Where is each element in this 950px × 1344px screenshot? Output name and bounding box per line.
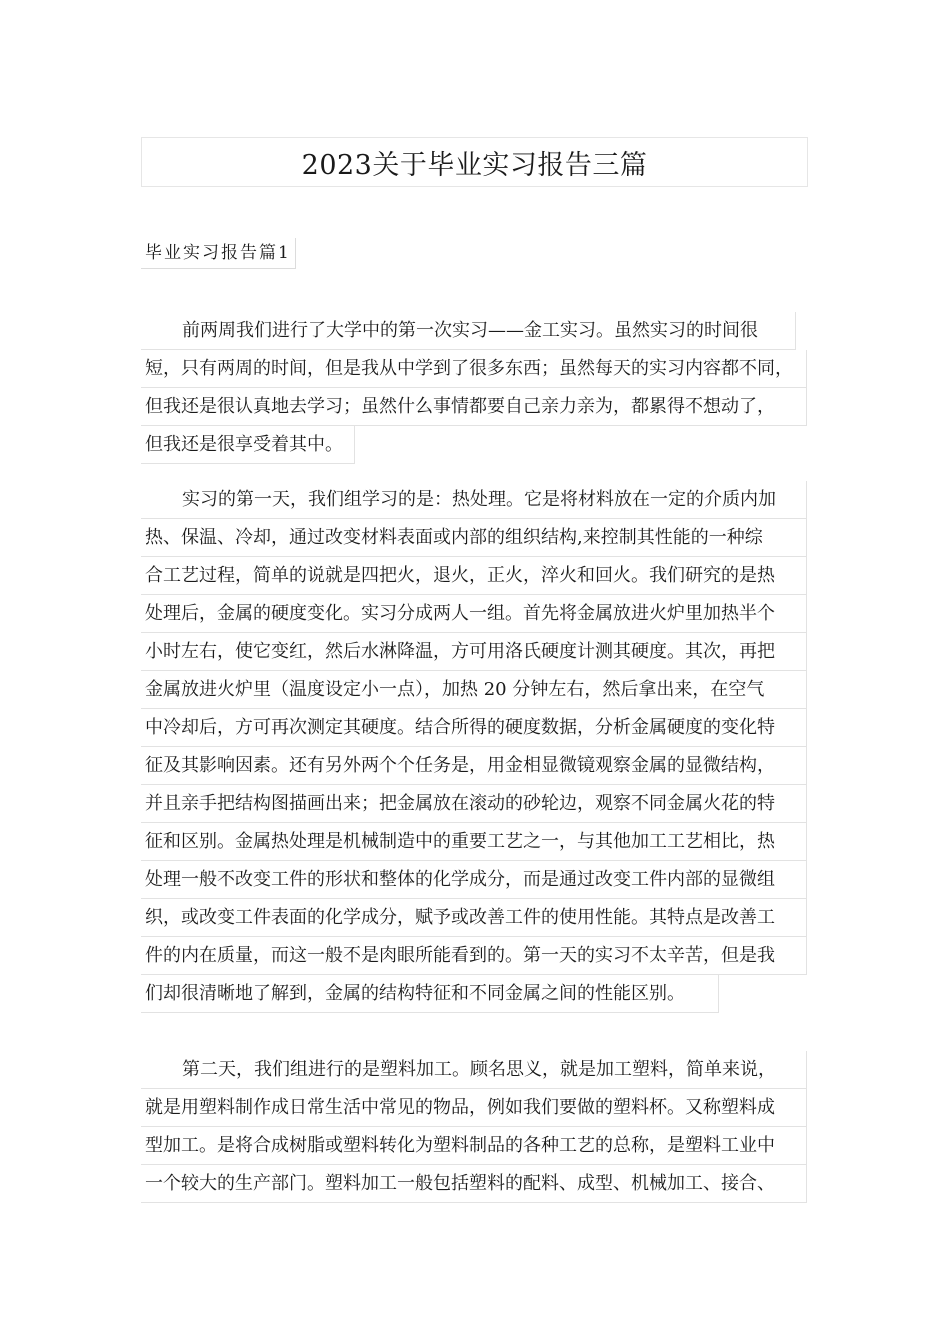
text-line: 前两周我们进行了大学中的第一次实习——金工实习。虽然实习的时间很 [141, 312, 796, 350]
text-line: 实习的第一天，我们组学习的是：热处理。它是将材料放在一定的介质内加 [141, 481, 807, 519]
text-line: 但我还是很认真地去学习；虽然什么事情都要自己亲力亲为，都累得不想动了， [141, 388, 807, 426]
document-title: 2023关于毕业实习报告三篇 [301, 149, 648, 181]
text-line: 处理一般不改变工件的形状和整体的化学成分，而是通过改变工件内部的显微组 [141, 861, 807, 899]
text-line: 就是用塑料制作成日常生活中常见的物品，例如我们要做的塑料杯。又称塑料成 [141, 1089, 807, 1127]
text-line: 征和区别。金属热处理是机械制造中的重要工艺之一，与其他加工工艺相比，热 [141, 823, 807, 861]
text-line: 一个较大的生产部门。塑料加工一般包括塑料的配料、成型、机械加工、接合、 [141, 1165, 807, 1203]
section-heading: 毕业实习报告篇1 [141, 238, 296, 269]
text-line: 短，只有两周的时间，但是我从中学到了很多东西；虽然每天的实习内容都不同， [141, 350, 807, 388]
text-line: 件的内在质量，而这一般不是肉眼所能看到的。第一天的实习不太辛苦，但是我 [141, 937, 807, 975]
text-line: 处理后，金属的硬度变化。实习分成两人一组。首先将金属放进火炉里加热半个 [141, 595, 807, 633]
paragraph-2 [141, 481, 807, 1013]
text-line: 型加工。是将合成树脂或塑料转化为塑料制品的各种工艺的总称，是塑料工业中 [141, 1127, 807, 1165]
paragraph-1 [141, 312, 807, 464]
text-line: 热、保温、冷却，通过改变材料表面或内部的组织结构,来控制其性能的一种综 [141, 519, 807, 557]
text-line: 合工艺过程，简单的说就是四把火，退火，正火，淬火和回火。我们研究的是热 [141, 557, 807, 595]
text-line: 织，或改变工件表面的化学成分，赋予或改善工件的使用性能。其特点是改善工 [141, 899, 807, 937]
text-line: 第二天，我们组进行的是塑料加工。顾名思义，就是加工塑料，简单来说， [141, 1051, 807, 1089]
paragraph-3 [141, 1051, 807, 1203]
text-line: 小时左右，使它变红，然后水淋降温，方可用洛氏硬度计测其硬度。其次，再把 [141, 633, 807, 671]
text-line: 征及其影响因素。还有另外两个个任务是，用金相显微镜观察金属的显微结构， [141, 747, 807, 785]
text-line: 但我还是很享受着其中。 [141, 426, 355, 464]
text-line: 并且亲手把结构图描画出来；把金属放在滚动的砂轮边，观察不同金属火花的特 [141, 785, 807, 823]
text-line: 中冷却后，方可再次测定其硬度。结合所得的硬度数据，分析金属硬度的变化特 [141, 709, 807, 747]
text-line: 们却很清晰地了解到，金属的结构特征和不同金属之间的性能区别。 [141, 975, 719, 1013]
title-box [141, 137, 808, 187]
text-line: 金属放进火炉里（温度设定小一点），加热 20 分钟左右，然后拿出来，在空气 [141, 671, 807, 709]
